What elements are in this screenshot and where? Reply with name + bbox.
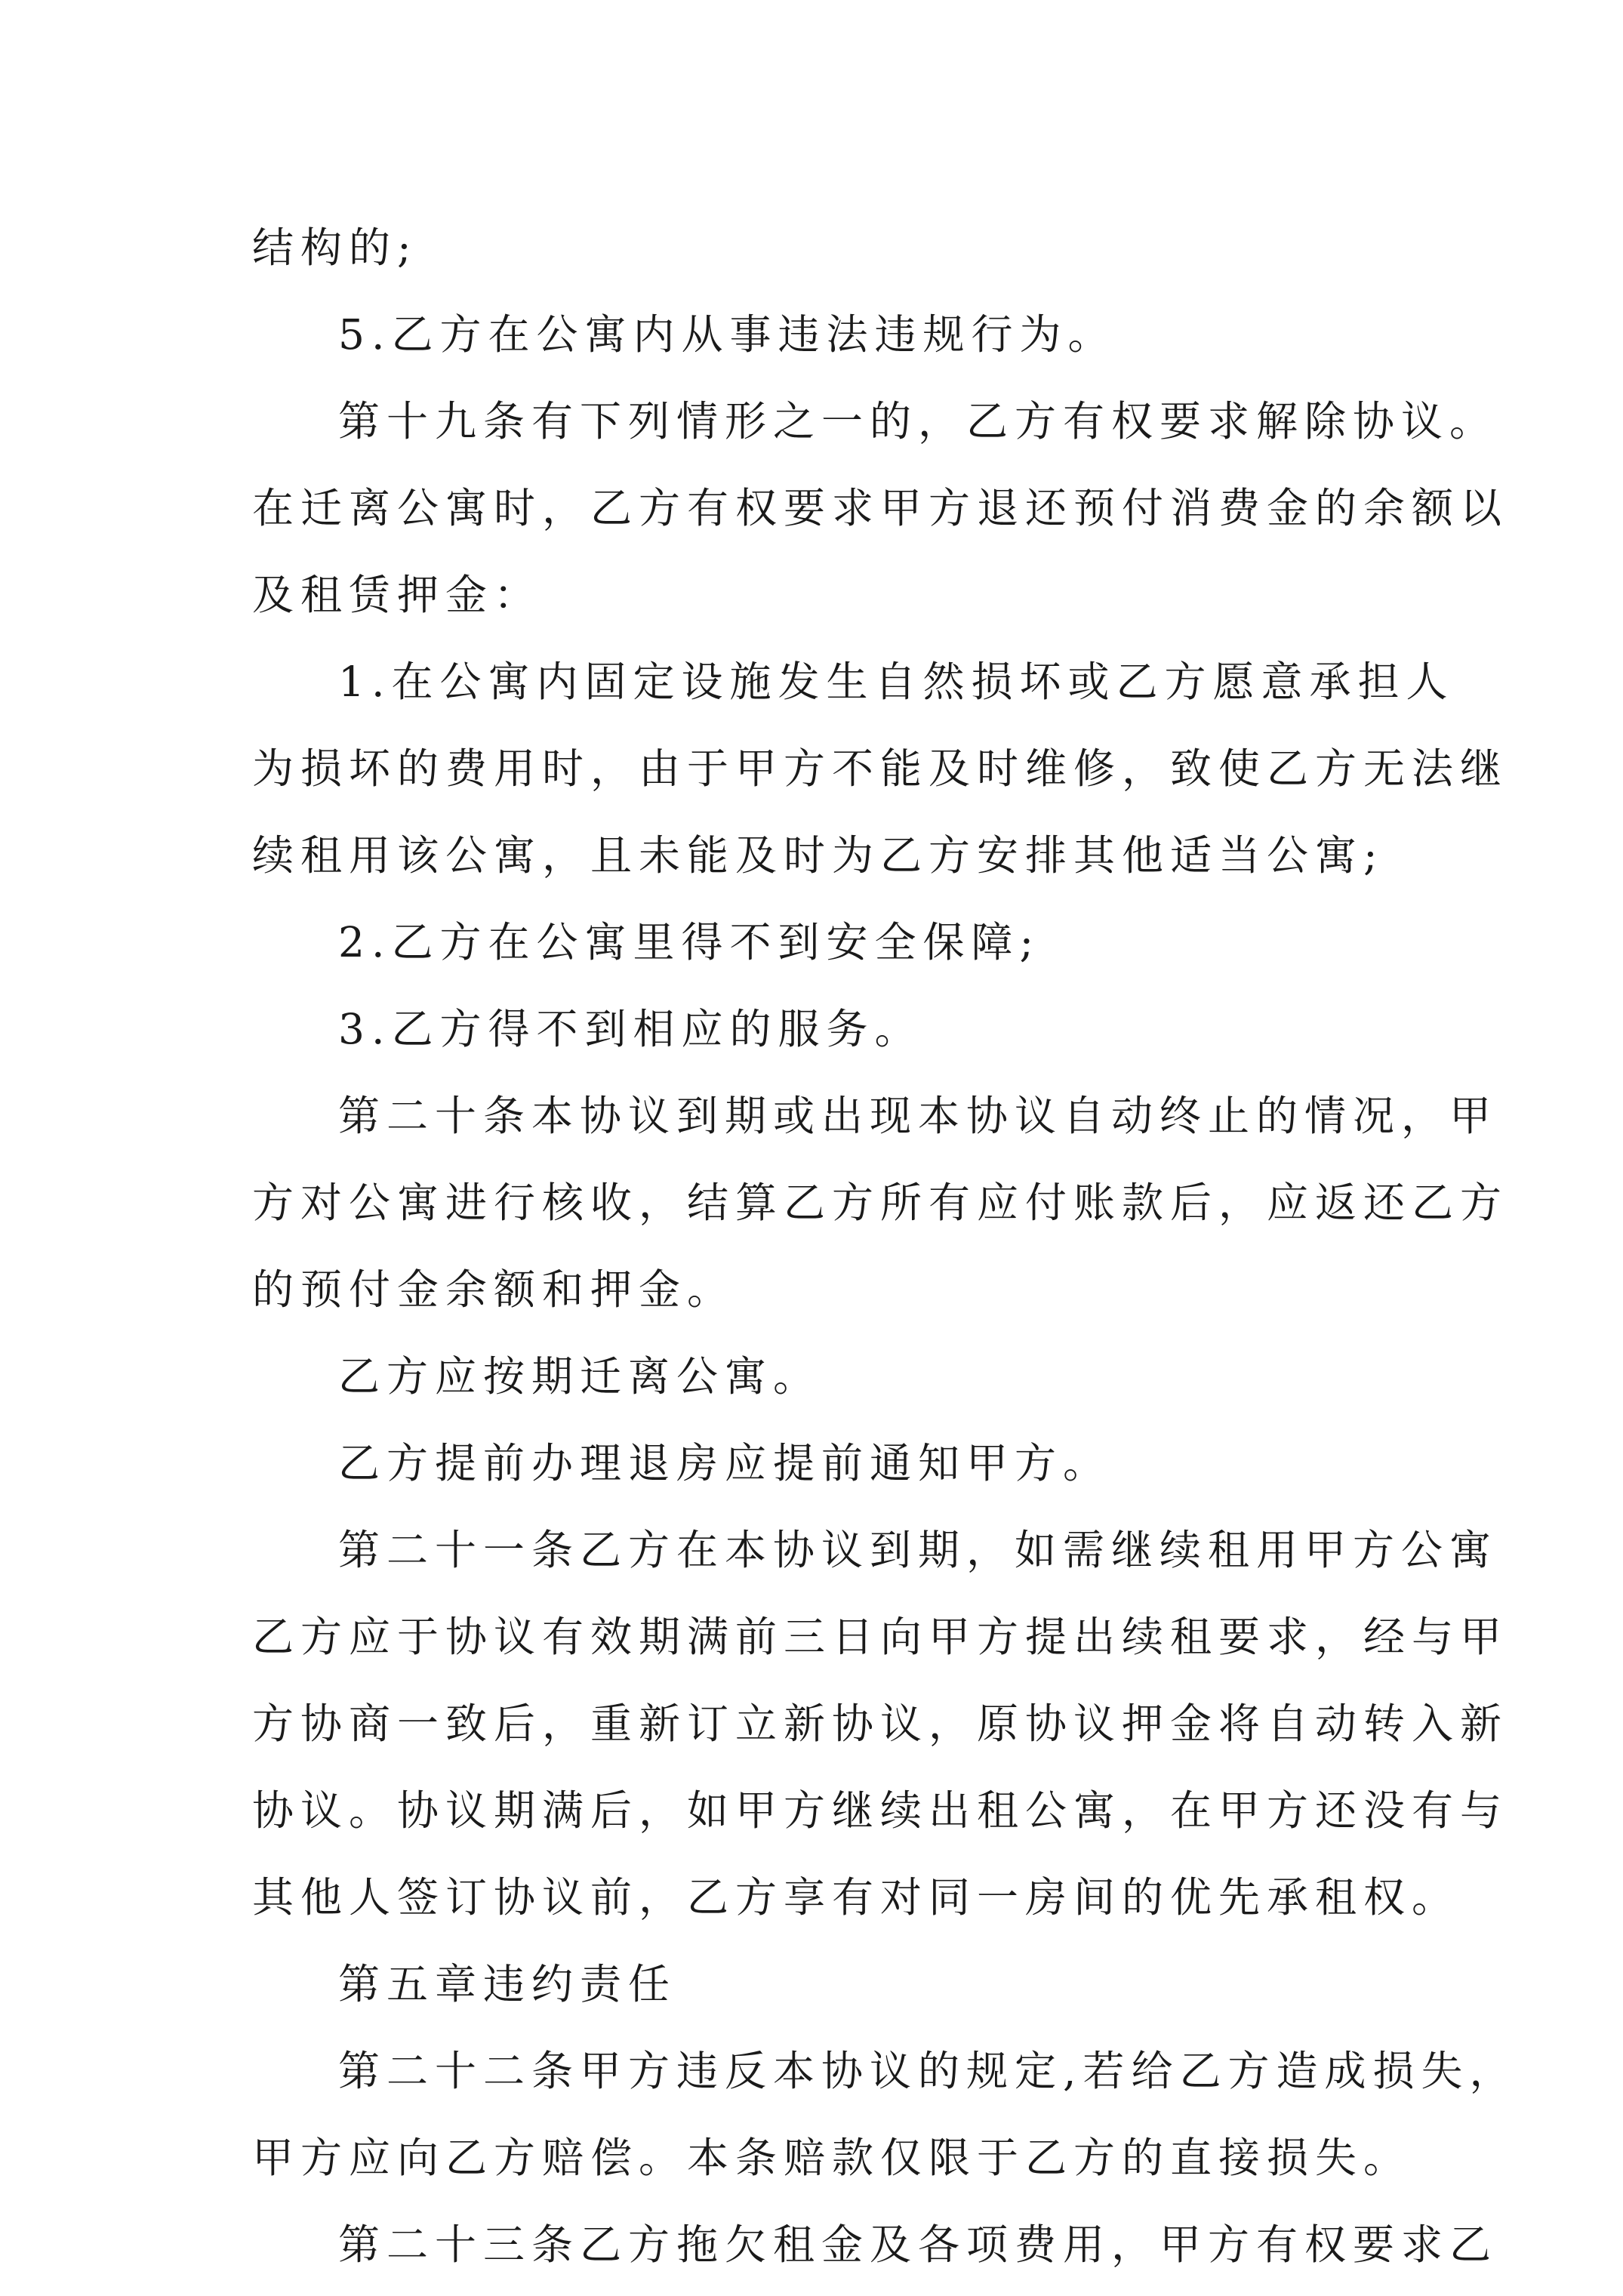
text-line-22: 第二十二条甲方违反本协议的规定,若给乙方造成损失， (338, 2047, 1518, 2095)
text-line-17: 乙方应于协议有效期满前三日向甲方提出续租要求，经与甲 (252, 1613, 1509, 1661)
text-line-10: 3.乙方得不到相应的服务。 (338, 1005, 923, 1053)
text-line-2: 5.乙方在公寓内从事违法违规行为。 (338, 310, 1116, 359)
text-line-24: 第二十三条乙方拖欠租金及各项费用，甲方有权要求乙 (338, 2220, 1498, 2269)
text-line-6: 1.在公寓内固定设施发生自然损坏或乙方愿意承担人 (338, 658, 1455, 706)
text-line-16: 第二十一条乙方在本协议到期，如需继续租用甲方公寓 (338, 1526, 1498, 1574)
text-line-15: 乙方提前办理退房应提前通知甲方。 (338, 1439, 1112, 1487)
text-line-19: 协议。协议期满后，如甲方继续出租公寓，在甲方还没有与 (252, 1786, 1509, 1835)
text-line-7: 为损坏的费用时，由于甲方不能及时维修，致使乙方无法继 (252, 744, 1509, 793)
text-line-23: 甲方应向乙方赔偿。本条赔款仅限于乙方的直接损失。 (252, 2134, 1412, 2182)
text-line-4: 在迁离公寓时，乙方有权要求甲方退还预付消费金的余额以 (252, 484, 1509, 532)
text-line-8: 续租用该公寓，且未能及时为乙方安排其他适当公寓; (252, 831, 1384, 880)
text-line-14: 乙方应按期迁离公寓。 (338, 1352, 822, 1401)
text-line-5: 及租赁押金： (252, 571, 543, 619)
text-line-9: 2.乙方在公寓里得不到安全保障; (338, 918, 1041, 966)
text-line-18: 方协商一致后，重新订立新协议，原协议押金将自动转入新 (252, 1700, 1509, 1748)
text-line-20: 其他人签订协议前，乙方享有对同一房间的优先承租权。 (252, 1873, 1461, 1922)
text-line-11: 第二十条本协议到期或出现本协议自动终止的情况，甲 (338, 1092, 1498, 1140)
section-heading: 第五章违约责任 (338, 1960, 677, 2008)
text-line-12: 方对公寓进行核收，结算乙方所有应付账款后，应返还乙方 (252, 1179, 1509, 1227)
text-line-3: 第十九条有下列情形之一的，乙方有权要求解除协议。 (338, 397, 1498, 445)
text-line-13: 的预付金余额和押金。 (252, 1265, 736, 1314)
text-line-1: 结构的; (252, 223, 418, 272)
